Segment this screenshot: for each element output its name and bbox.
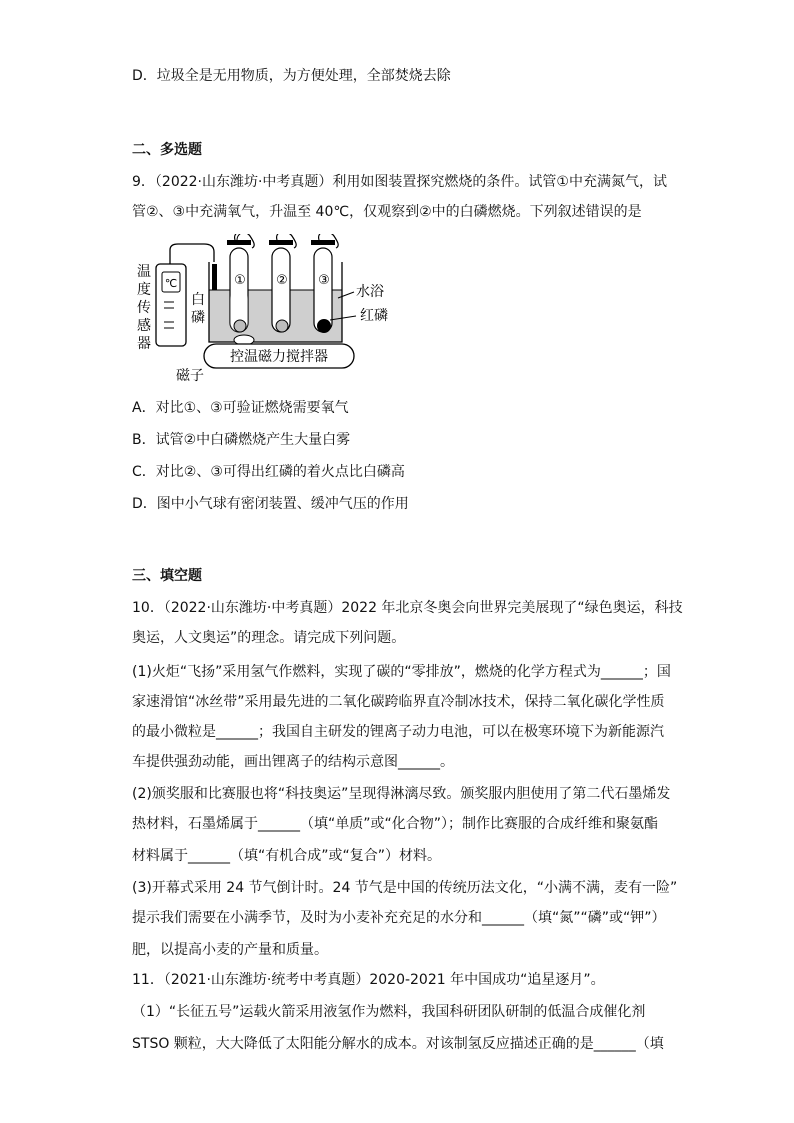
tube-label-3: ③ (318, 273, 330, 288)
option-d-q9: D．图中小气球有密闭装置、缓冲气压的作用 (132, 496, 409, 512)
question-10-part3-line1: (3)开幕式采用 24 节气倒计时。24 节气是中国的传统历法文化，“小满不满，麦有一险” (132, 880, 678, 896)
section-heading-fill-blank: 三、填空题 (132, 568, 202, 584)
white-phosphorus-tube-2 (276, 320, 288, 332)
sensor-label-char-1: 温 (137, 264, 151, 280)
combustion-apparatus-diagram (134, 234, 394, 384)
question-10-part1-line3: 的最小微粒是______；我国自主研发的锂离子动力电池，可以在极寒环境下为新能源汽 (132, 724, 664, 740)
question-11-part1-line2: STSO 颗粒，大大降低了太阳能分解水的成本。对该制氢反应描述正确的是______（填 (132, 1036, 664, 1052)
question-10-part3-line3: 肥，以提高小麦的产量和质量。 (132, 942, 328, 958)
question-10-text: 10．（2022·山东潍坊·中考真题）2022 年北京冬奥会向世界完美展现了“绿色奥运，科技 (132, 600, 683, 616)
tube-label-2: ② (276, 273, 288, 288)
question-9-text: 9．（2022·山东潍坊·中考真题）利用如图装置探究燃烧的条件。试管①中充满氮气，试 (132, 174, 667, 190)
question-10-part2-line1: (2)颁奖服和比赛服也将“科技奥运”呈现得淋漓尽致。颁奖服内胆使用了第二代石墨烯发 (132, 786, 671, 802)
option-d-q8: D．垃圾全是无用物质，为方便处理，全部焚烧去除 (132, 68, 451, 84)
sensor-unit: ℃ (164, 277, 178, 290)
sensor-label-char-5: 器 (137, 336, 151, 352)
stirrer-label: 控温磁力搅拌器 (230, 349, 328, 365)
experiment-figure (134, 234, 394, 384)
option-c-q9: C．对比②、③可得出红磷的着火点比白磷高 (132, 464, 405, 480)
sensor-label-char-2: 度 (137, 282, 151, 298)
question-11-text: 11．（2021·山东潍坊·统考中考真题）2020-2021 年中国成功“追星逐月”。 (132, 972, 605, 988)
red-phosphorus-label: 红磷 (360, 308, 388, 324)
question-10-part2-line2: 热材料，石墨烯属于______（填“单质”或“化合物”）；制作比赛服的合成纤维和聚氨酯 (132, 816, 659, 832)
tube-label-1: ① (234, 273, 246, 288)
white-phosphorus-tube-1 (234, 320, 246, 332)
section-heading-multiple-choice: 二、多选题 (132, 142, 202, 158)
white-phosphorus-label-char-1: 白 (191, 292, 205, 308)
option-b-q9: B．试管②中白磷燃烧产生大量白雾 (132, 432, 351, 448)
option-a-q9: A．对比①、③可验证燃烧需要氧气 (132, 400, 349, 416)
question-10-text-cont: 奥运，人文奥运”的理念。请完成下列问题。 (132, 630, 406, 646)
water-bath-label: 水浴 (356, 284, 384, 300)
sensor-label-char-3: 传 (137, 300, 151, 316)
sensor-cable (170, 244, 214, 264)
question-10-part2-line3: 材料属于______（填“有机合成”或“复合”）材料。 (132, 848, 442, 864)
question-10-part1-line1: (1)火炬“飞扬”采用氢气作燃料，实现了碳的“零排放”，燃烧的化学方程式为______；国 (132, 664, 671, 680)
question-10-part3-line2: 提示我们需要在小满季节，及时为小麦补充充足的水分和______（填“氮”“磷”或“钾”） (132, 910, 666, 926)
magnet-label: 磁子 (176, 368, 204, 384)
question-10-part1-line4: 车提供强劲动能，画出锂离子的结构示意图______。 (132, 754, 454, 770)
question-11-part1-line1: （1）“长征五号”运载火箭采用液氢作为燃料，我国科研团队研制的低温合成催化剂 (132, 1004, 646, 1020)
white-phosphorus-label-char-2: 磷 (191, 310, 205, 326)
red-phosphorus-tube-3 (317, 319, 331, 333)
question-10-part1-line2: 家速滑馆“冰丝带”采用最先进的二氧化碳跨临界直冷制冰技术，保持二氧化碳化学性质 (132, 694, 665, 710)
sensor-label-char-4: 感 (137, 318, 151, 334)
question-9-text-cont: 管②、③中充满氧气，升温至 40℃，仅观察到②中的白磷燃烧。下列叙述错误的是 (132, 204, 642, 220)
